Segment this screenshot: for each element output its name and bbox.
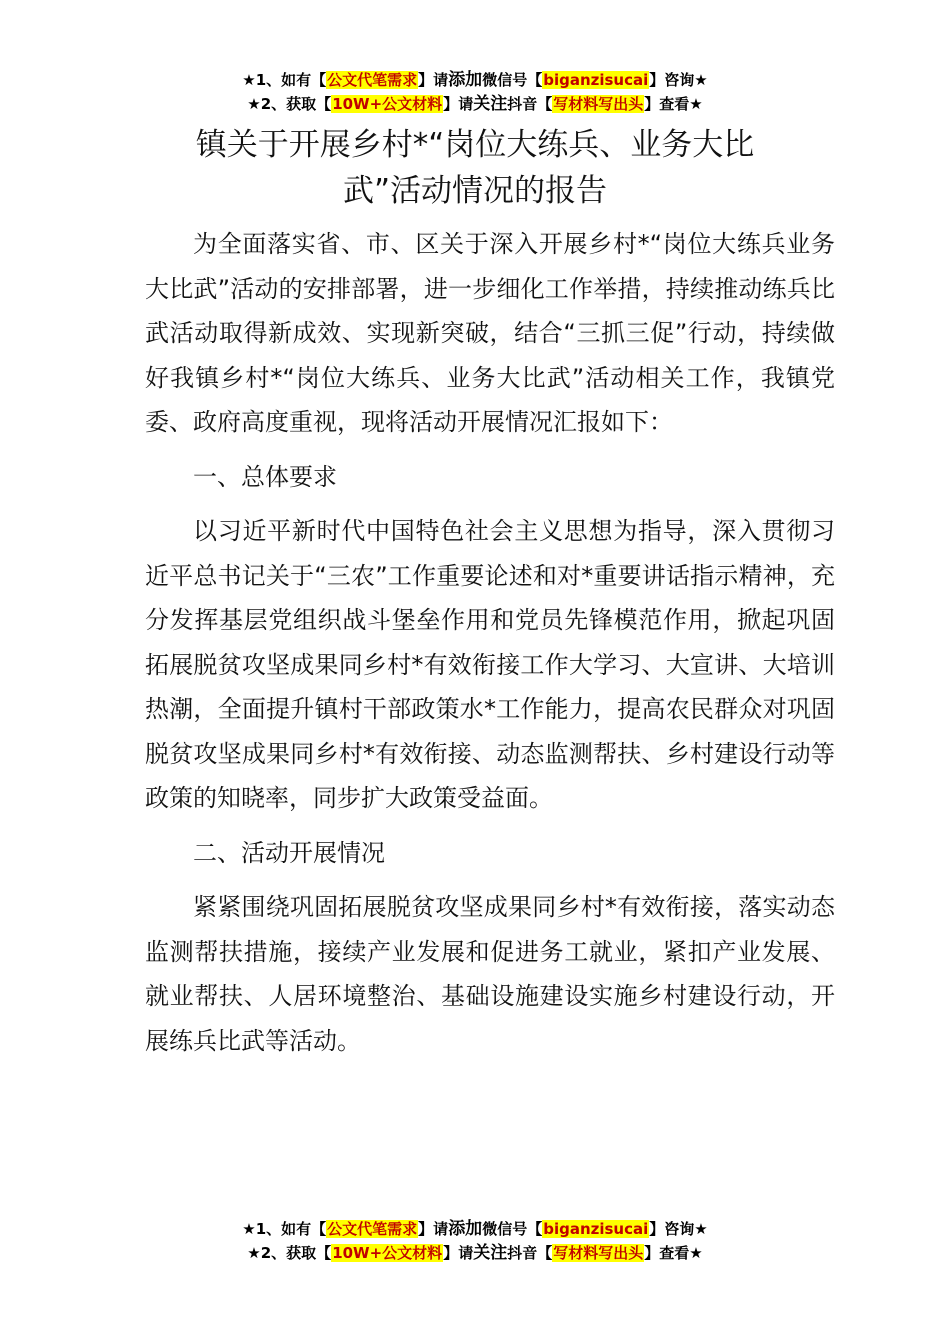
promo-text: 】请 <box>443 95 474 113</box>
document-body <box>145 222 835 1073</box>
title-line-2: 武”活动情况的报告 <box>342 173 608 209</box>
promo-line-2 <box>0 1241 950 1265</box>
promo-text: 】请 <box>418 1220 449 1238</box>
section-2-paragraph: 紧紧围绕巩固拓展脱贫攻坚成果同乡村*有效衔接，落实动态监测帮扶措施，接续产业发展和促进务工就业，紧扣产业发展、就业帮扶、人居环境整治、基础设施建设实施乡村建设行动，开展练兵比武等活动。 <box>145 893 835 1055</box>
promo-text: ★2、获取【 <box>247 95 332 113</box>
promo-highlight: 公文代笔需求 <box>327 71 418 89</box>
promo-emphasis: 关注 <box>473 1243 508 1263</box>
promo-line-1 <box>0 68 950 92</box>
promo-text: 】查看★ <box>644 1244 703 1262</box>
section-heading-1: 一、总体要求 <box>193 462 337 491</box>
promo-text: 】咨询★ <box>649 71 708 89</box>
promo-text: 】请 <box>418 71 449 89</box>
section-1-paragraph: 以习近平新时代中国特色社会主义思想为指导，深入贯彻习近平总书记关于“三农”工作重要论述和对*重要讲话指示精神，充分发挥基层党组织战斗堡垒作用和党员先锋模范作用，掀起巩固拓展脱贫攻坚成果同乡村*有效衔接工作大学习、大宣讲、大培训热潮，全面提升镇村干部政策水*工作能力，提高农民群众对巩固脱贫攻坚成果同乡村*有效衔接、动态监测帮扶、乡村建设行动等政策的知晓率，同步扩大政策受益面。 <box>145 517 835 812</box>
top-promo-banner <box>0 68 950 116</box>
promo-emphasis: 添加 <box>448 1219 483 1239</box>
promo-text: 微信号【 <box>482 1220 543 1238</box>
promo-text: 抖音【 <box>507 95 553 113</box>
promo-highlight: 10W+公文材料 <box>332 1244 443 1262</box>
promo-emphasis: 关注 <box>473 94 508 114</box>
section-heading-2: 二、活动开展情况 <box>193 838 385 867</box>
promo-line-1 <box>0 1217 950 1241</box>
promo-text: 微信号【 <box>482 71 543 89</box>
promo-text: 】查看★ <box>644 95 703 113</box>
bottom-promo-banner <box>0 1217 950 1265</box>
promo-douyin-id: 写材料写出头 <box>553 95 644 113</box>
promo-text: 抖音【 <box>507 1244 553 1262</box>
promo-text: 】咨询★ <box>649 1220 708 1238</box>
promo-emphasis: 添加 <box>448 70 483 90</box>
promo-wechat-id: biganzisucai <box>543 71 649 89</box>
promo-highlight: 10W+公文材料 <box>332 95 443 113</box>
intro-paragraph: 为全面落实省、市、区关于深入开展乡村*“岗位大练兵业务大比武”活动的安排部署，进一步细化工作举措，持续推动练兵比武活动取得新成效、实现新突破，结合“三抓三促”行动，持续做好我镇乡村*“岗位大练兵、业务大比武”活动相关工作，我镇党委、政府高度重视，现将活动开展情况汇报如下： <box>145 230 835 436</box>
document-title <box>145 122 805 214</box>
promo-text: ★2、获取【 <box>247 1244 332 1262</box>
promo-text: ★1、如有【 <box>242 1220 327 1238</box>
promo-line-2 <box>0 92 950 116</box>
promo-text: ★1、如有【 <box>242 71 327 89</box>
promo-wechat-id: biganzisucai <box>543 1220 649 1238</box>
title-line-1: 镇关于开展乡村*“岗位大练兵、业务大比 <box>195 127 755 163</box>
promo-highlight: 公文代笔需求 <box>327 1220 418 1238</box>
promo-douyin-id: 写材料写出头 <box>553 1244 644 1262</box>
promo-text: 】请 <box>443 1244 474 1262</box>
